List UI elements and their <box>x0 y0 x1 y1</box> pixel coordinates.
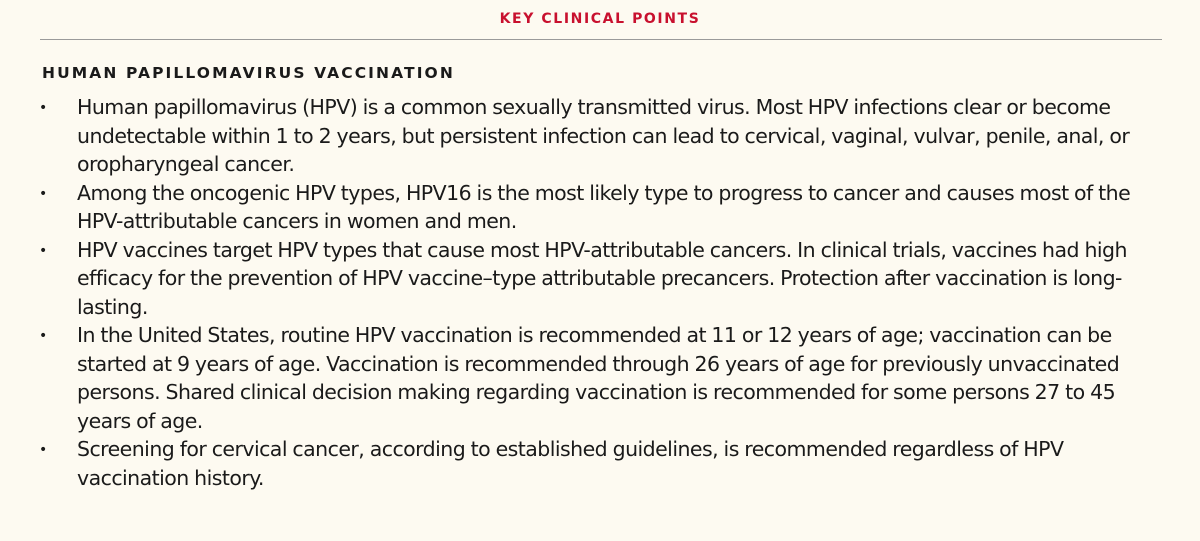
point-text: Among the oncogenic HPV types, HPV16 is the most likely type to progress to cancer and causes most of the HPV-attributable cancers in women and men. <box>77 180 1131 233</box>
list-item <box>0 321 1157 435</box>
point-text: HPV vaccines target HPV types that cause most HPV-attributable cancers. In clinical trials, vaccines had high efficacy for the prevention of HPV vaccine–type attributable precancers. Protection after vaccination is long-lasting. <box>77 237 1127 319</box>
bullet-icon: • <box>39 442 47 458</box>
key-points-list <box>0 93 1200 492</box>
point-text: Screening for cervical cancer, according to established guidelines, is recommended regardless of HPV vaccination history. <box>77 437 1064 490</box>
bullet-icon: • <box>39 100 47 116</box>
list-item <box>0 93 1157 179</box>
bullet-icon: • <box>39 242 47 259</box>
list-item <box>0 236 1157 322</box>
key-clinical-points-label: KEY CLINICAL POINTS <box>499 11 701 27</box>
bullet-icon: • <box>39 328 47 344</box>
list-item <box>0 435 1157 492</box>
bullet-icon: • <box>39 185 47 202</box>
list-item <box>0 179 1157 236</box>
point-text: In the United States, routine HPV vaccination is recommended at 11 or 12 years of age; vaccination can be started at 9 years of age. Vaccination is recommended through 26 years of age for previously unvaccinated persons. Shared clinical decision making regarding vaccination is recommended for some persons 27 to 45 years of age. <box>77 323 1120 433</box>
header-divider <box>40 39 1162 40</box>
point-text: Human papillomavirus (HPV) is a common sexually transmitted virus. Most HPV infections clear or become undetectable within 1 to 2 years, but persistent infection can lead to cervical, vaginal, vulvar, penile, anal, or oropharyngeal cancer. <box>77 95 1130 176</box>
section-title: HUMAN PAPILLOMAVIRUS VACCINATION <box>42 64 455 82</box>
